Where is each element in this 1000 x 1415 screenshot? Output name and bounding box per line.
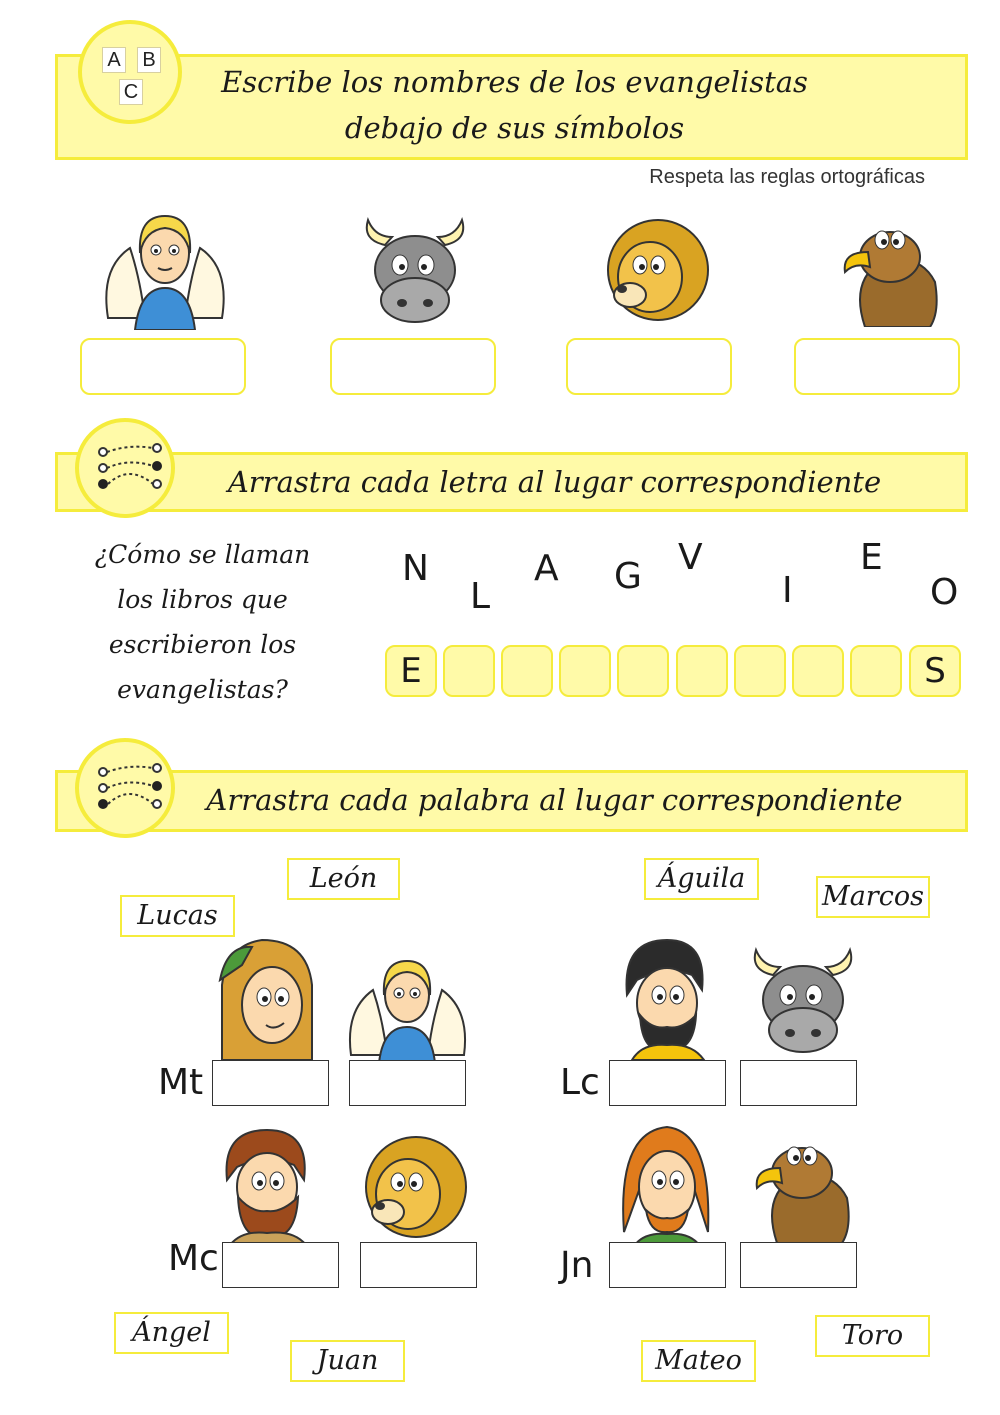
angel-icon xyxy=(100,208,230,330)
lion-icon xyxy=(358,1132,468,1244)
drag-letter-n[interactable]: N xyxy=(402,548,429,589)
connect-dots-graphic xyxy=(79,742,171,834)
lc-symbol-dropzone[interactable] xyxy=(740,1060,857,1106)
question-line-2: los libros que xyxy=(117,585,288,614)
angel-name-input[interactable] xyxy=(80,338,246,395)
matthew-portrait xyxy=(212,935,322,1060)
abc-tile-a: A xyxy=(102,47,126,73)
answer-cell-9[interactable] xyxy=(850,645,902,697)
eagle-name-input[interactable] xyxy=(794,338,960,395)
question-line-4: evangelistas? xyxy=(117,675,288,704)
drag-letter-l[interactable]: L xyxy=(470,576,491,617)
section1-banner xyxy=(55,54,968,160)
answer-cell-6[interactable] xyxy=(676,645,728,697)
section3-banner xyxy=(55,770,968,832)
abbr-mt: Mt xyxy=(158,1062,204,1103)
word-tile-toro[interactable]: Toro xyxy=(815,1315,930,1357)
section1-title-line1: Escribe los nombres de los evangelistas xyxy=(221,65,808,99)
answer-cell-8[interactable] xyxy=(792,645,844,697)
jn-name-dropzone[interactable] xyxy=(609,1242,726,1288)
word-tile-mateo[interactable]: Mateo xyxy=(641,1340,756,1382)
connect-dots-icon xyxy=(75,738,175,838)
answer-cell-10[interactable]: S xyxy=(909,645,961,697)
abbr-lc: Lc xyxy=(560,1062,600,1103)
question-line-1: ¿Cómo se llaman xyxy=(94,540,311,569)
word-tile-leon[interactable]: León xyxy=(287,858,400,900)
connect-dots-icon xyxy=(75,418,175,518)
bull-icon xyxy=(360,215,470,327)
answer-cell-5[interactable] xyxy=(617,645,669,697)
abc-icon xyxy=(78,20,182,124)
abc-tile-c: C xyxy=(119,79,143,105)
answer-cell-4[interactable] xyxy=(559,645,611,697)
eagle-icon xyxy=(752,1138,857,1243)
eagle-icon xyxy=(840,222,945,327)
drag-letter-v[interactable]: V xyxy=(678,537,703,578)
section2-banner xyxy=(55,452,968,512)
lion-name-input[interactable] xyxy=(566,338,732,395)
bull-name-input[interactable] xyxy=(330,338,496,395)
drag-letter-i[interactable]: I xyxy=(782,570,793,611)
word-tile-angel[interactable]: Ángel xyxy=(114,1312,229,1354)
lc-name-dropzone[interactable] xyxy=(609,1060,726,1106)
drag-letter-e[interactable]: E xyxy=(860,537,883,578)
spelling-note: Respeta las reglas ortográficas xyxy=(649,166,925,188)
question-line-3: escribieron los xyxy=(108,630,297,659)
drag-letter-a[interactable]: A xyxy=(534,548,559,589)
abc-tile-b: B xyxy=(137,47,161,73)
word-tile-aguila[interactable]: Águila xyxy=(644,858,759,900)
word-tile-juan[interactable]: Juan xyxy=(290,1340,405,1382)
bull-icon xyxy=(748,945,858,1057)
word-tile-lucas[interactable]: Lucas xyxy=(120,895,235,937)
books-question xyxy=(70,532,335,712)
luke-portrait xyxy=(612,935,722,1060)
mt-name-dropzone[interactable] xyxy=(212,1060,329,1106)
answer-cell-3[interactable] xyxy=(501,645,553,697)
john-portrait xyxy=(612,1122,722,1246)
answer-cell-1[interactable]: E xyxy=(385,645,437,697)
connect-dots-graphic xyxy=(79,422,171,514)
answer-cell-2[interactable] xyxy=(443,645,495,697)
mc-symbol-dropzone[interactable] xyxy=(360,1242,477,1288)
mark-portrait xyxy=(212,1125,322,1245)
section2-title: Arrastra cada letra al lugar correspondiente xyxy=(227,465,882,499)
drag-letter-g[interactable]: G xyxy=(614,556,642,597)
lion-icon xyxy=(600,215,710,327)
abbr-jn: Jn xyxy=(560,1245,594,1286)
mc-name-dropzone[interactable] xyxy=(222,1242,339,1288)
section3-title: Arrastra cada palabra al lugar correspondiente xyxy=(206,783,903,817)
abbr-mc: Mc xyxy=(168,1238,219,1279)
section1-title-line2: debajo de sus símbolos xyxy=(344,111,685,145)
mt-symbol-dropzone[interactable] xyxy=(349,1060,466,1106)
answer-cell-7[interactable] xyxy=(734,645,786,697)
angel-icon xyxy=(345,955,470,1063)
drag-letter-o[interactable]: O xyxy=(930,572,959,613)
word-tile-marcos[interactable]: Marcos xyxy=(816,876,930,918)
jn-symbol-dropzone[interactable] xyxy=(740,1242,857,1288)
